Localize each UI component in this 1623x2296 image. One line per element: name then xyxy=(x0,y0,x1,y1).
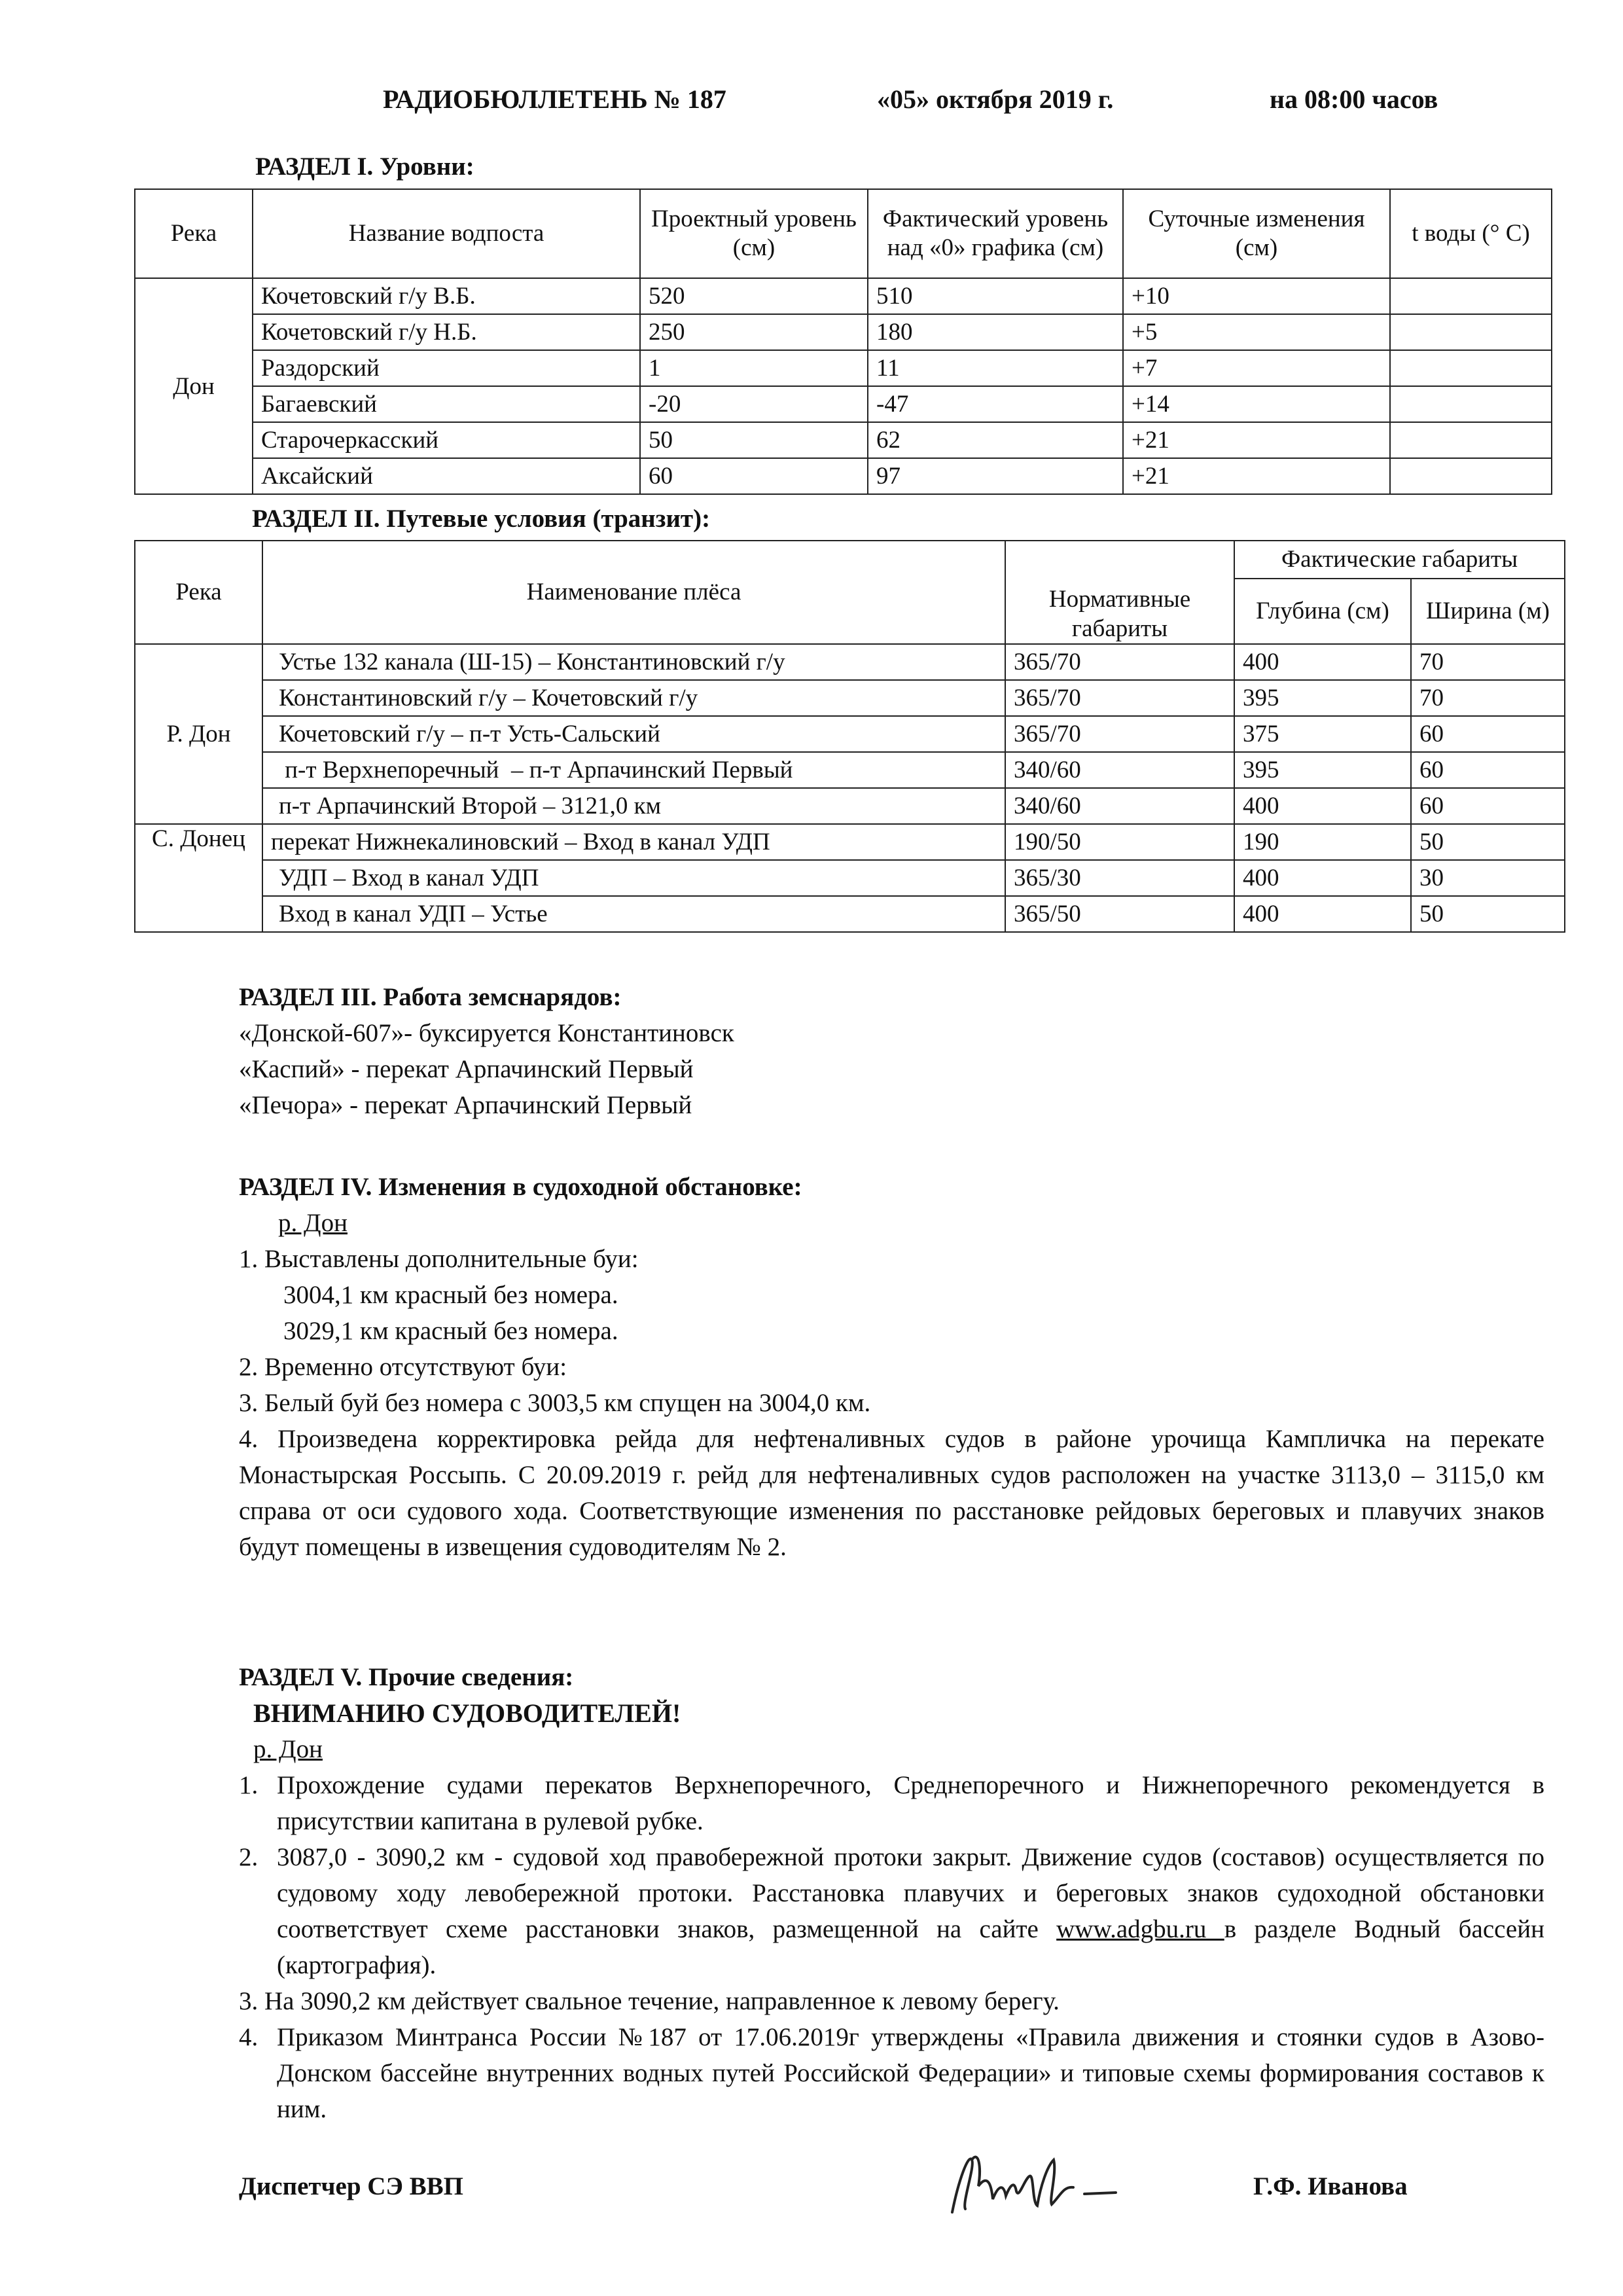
levels-table-header xyxy=(135,189,1552,278)
water-temp xyxy=(1390,422,1552,458)
table-row xyxy=(135,860,1565,896)
daily-change: +10 xyxy=(1123,278,1390,314)
item-text: Прохождение судами перекатов Верхнепоречного, Среднепоречного и Нижнепоречного рекомендуется в присутствии капитана в рулевой рубке. xyxy=(277,1771,1544,1835)
normative: 365/50 xyxy=(1005,896,1234,932)
actual-level: -47 xyxy=(868,386,1123,422)
reach-name: п-т Арпачинский Второй – 3121,0 км xyxy=(262,788,1005,824)
reach-name: перекат Нижнекалиновский – Вход в канал УДП xyxy=(262,824,1005,860)
col-post-name: Название водпоста xyxy=(253,189,640,278)
project-level: 60 xyxy=(640,458,868,494)
normative: 340/60 xyxy=(1005,752,1234,788)
dispatcher-name: Г.Ф. Иванова xyxy=(1253,2172,1408,2200)
reach-name: Кочетовский г/у – п-т Усть-Сальский xyxy=(262,716,1005,752)
section-4 xyxy=(239,1169,1544,1565)
section-5-item-4 xyxy=(239,2019,1544,2127)
section-5-river: р. Дон xyxy=(253,1735,323,1763)
normative: 365/70 xyxy=(1005,644,1234,680)
section-4-item-1: 1. Выставлены дополнительные буи: xyxy=(239,1245,639,1273)
normative: 365/70 xyxy=(1005,716,1234,752)
section-5 xyxy=(239,1659,1544,2127)
post-name: Кочетовский г/у Н.Б. xyxy=(253,314,640,350)
width: 60 xyxy=(1411,752,1565,788)
section-5-item-2 xyxy=(239,1839,1544,1983)
width: 50 xyxy=(1411,896,1565,932)
table-row xyxy=(135,314,1552,350)
section-5-item-3: 3. На 3090,2 км действует свальное течение, направленное к левому берегу. xyxy=(239,1987,1060,2015)
item-text xyxy=(277,1839,1544,1983)
col-normative: Нормативные габариты xyxy=(1005,541,1234,644)
bulletin-time: на 08:00 часов xyxy=(1270,84,1438,114)
actual-level: 97 xyxy=(868,458,1123,494)
section-2-heading: РАЗДЕЛ II. Путевые условия (транзит): xyxy=(252,505,711,533)
section-4-item-3: 3. Белый буй без номера с 3003,5 км спущен на 3004,0 км. xyxy=(239,1389,871,1417)
table-row xyxy=(135,680,1565,716)
col-width: Ширина (м) xyxy=(1411,579,1565,644)
project-level: 50 xyxy=(640,422,868,458)
water-temp xyxy=(1390,350,1552,386)
table-row xyxy=(135,386,1552,422)
river-cell: Дон xyxy=(135,278,253,494)
width: 60 xyxy=(1411,716,1565,752)
width: 50 xyxy=(1411,824,1565,860)
water-temp xyxy=(1390,458,1552,494)
depth: 395 xyxy=(1234,680,1411,716)
actual-level: 11 xyxy=(868,350,1123,386)
col-reach-name: Наименование плёса xyxy=(262,541,1005,644)
width: 60 xyxy=(1411,788,1565,824)
col-depth: Глубина (см) xyxy=(1234,579,1411,644)
reach-name: п-т Верхнепоречный – п-т Арпачинский Первый xyxy=(262,752,1005,788)
table-row xyxy=(135,824,1565,860)
transit-table-header-top xyxy=(135,541,1565,579)
levels-table xyxy=(134,188,1552,495)
section-4-item-4: 4. Произведена корректировка рейда для нефтеналивных судов в районе урочища Кампличка на перекате Монастырская Россыпь. С 20.09.2019 г. рейд для нефтеналивных судов расположен на участке 3113,0 – 3115,0 км справа от оси судового хода. Соответствующие изменения по расстановке рейдовых береговых и плавучих знаков будут помещены в извещения судоводителям № 2. xyxy=(239,1425,1544,1561)
project-level: 520 xyxy=(640,278,868,314)
col-actual-group: Фактические габариты xyxy=(1234,541,1565,579)
table-row xyxy=(135,788,1565,824)
daily-change: +21 xyxy=(1123,458,1390,494)
width: 30 xyxy=(1411,860,1565,896)
item-number: 1. xyxy=(239,1771,259,1799)
project-level: -20 xyxy=(640,386,868,422)
actual-level: 62 xyxy=(868,422,1123,458)
depth: 395 xyxy=(1234,752,1411,788)
bulletin-title: РАДИОБЮЛЛЕТЕНЬ № 187 xyxy=(383,84,726,114)
dredger-line: «Каспий» - перекат Арпачинский Первый xyxy=(239,1055,694,1083)
reach-name: Константиновский г/у – Кочетовский г/у xyxy=(262,680,1005,716)
item-text: Приказом Минтранса России №187 от 17.06.2019г утверждены «Правила движения и стоянки судов в Азово-Донском бассейне внутренних водных путей Российской Федерации» и типовые схемы формирования составов к ним. xyxy=(277,2023,1544,2123)
post-name: Раздорский xyxy=(253,350,640,386)
section-5-heading: РАЗДЕЛ V. Прочие сведения: xyxy=(239,1663,574,1691)
table-row xyxy=(135,458,1552,494)
bulletin-date: «05» октября 2019 г. xyxy=(877,84,1114,114)
website-link[interactable]: www.adgbu.ru xyxy=(1056,1915,1224,1943)
reach-name: Устье 132 канала (Ш-15) – Константиновский г/у xyxy=(262,644,1005,680)
depth: 400 xyxy=(1234,860,1411,896)
section-4-heading: РАЗДЕЛ IV. Изменения в судоходной обстановке: xyxy=(239,1173,802,1201)
buoy-line: 3004,1 км красный без номера. xyxy=(283,1281,618,1309)
table-row xyxy=(135,350,1552,386)
section-1-heading: РАЗДЕЛ I. Уровни: xyxy=(255,152,474,181)
normative: 365/70 xyxy=(1005,680,1234,716)
signature xyxy=(933,2140,1142,2225)
dredger-line: «Донской-607»- буксируется Константиновск xyxy=(239,1019,734,1047)
water-temp xyxy=(1390,314,1552,350)
table-row xyxy=(135,278,1552,314)
width: 70 xyxy=(1411,644,1565,680)
col-project-level: Проектный уровень (см) xyxy=(640,189,868,278)
col-actual-level: Фактический уровень над «0» графика (см) xyxy=(868,189,1123,278)
daily-change: +21 xyxy=(1123,422,1390,458)
transit-table xyxy=(134,540,1565,933)
section-5-subheading: ВНИМАНИЮ СУДОВОДИТЕЛЕЙ! xyxy=(253,1698,681,1728)
col-river: Река xyxy=(135,541,262,644)
table-row xyxy=(135,896,1565,932)
depth: 400 xyxy=(1234,788,1411,824)
daily-change: +14 xyxy=(1123,386,1390,422)
buoy-line: 3029,1 км красный без номера. xyxy=(283,1317,618,1345)
section-4-item-2: 2. Временно отсутствуют буи: xyxy=(239,1353,567,1381)
table-row xyxy=(135,716,1565,752)
col-river: Река xyxy=(135,189,253,278)
item-text-part: 3087,0 - 3090,2 км - судовой ход правобережной протоки закрыт. Движение судов (составов) осуществляется по судовому ходу левобережной протоки. Расстановка плавучих и береговых знаков судоходной обстановки соответствует схеме расстановки знаков, размещенной на сайте xyxy=(277,1843,1544,1943)
col-daily-change: Суточные изменения (см) xyxy=(1123,189,1390,278)
depth: 400 xyxy=(1234,896,1411,932)
post-name: Кочетовский г/у В.Б. xyxy=(253,278,640,314)
depth: 190 xyxy=(1234,824,1411,860)
section-3-heading: РАЗДЕЛ III. Работа земснарядов: xyxy=(239,983,622,1011)
section-5-item-1 xyxy=(239,1767,1544,1839)
post-name: Аксайский xyxy=(253,458,640,494)
reach-name: УДП – Вход в канал УДП xyxy=(262,860,1005,896)
river-cell: С. Донец xyxy=(135,824,262,932)
table-row xyxy=(135,752,1565,788)
section-4-river: р. Дон xyxy=(278,1209,348,1237)
actual-level: 180 xyxy=(868,314,1123,350)
normative: 190/50 xyxy=(1005,824,1234,860)
water-temp xyxy=(1390,278,1552,314)
depth: 400 xyxy=(1234,644,1411,680)
post-name: Багаевский xyxy=(253,386,640,422)
table-row xyxy=(135,644,1565,680)
daily-change: +7 xyxy=(1123,350,1390,386)
dredger-line: «Печора» - перекат Арпачинский Первый xyxy=(239,1091,692,1119)
width: 70 xyxy=(1411,680,1565,716)
signature-scribble xyxy=(933,2140,1142,2225)
normative: 365/30 xyxy=(1005,860,1234,896)
section-3 xyxy=(239,979,1544,1123)
project-level: 250 xyxy=(640,314,868,350)
col-water-temp: t воды (° C) xyxy=(1390,189,1552,278)
post-name: Старочеркасский xyxy=(253,422,640,458)
reach-name: Вход в канал УДП – Устье xyxy=(262,896,1005,932)
depth: 375 xyxy=(1234,716,1411,752)
normative: 340/60 xyxy=(1005,788,1234,824)
dispatcher-position: Диспетчер СЭ ВВП xyxy=(239,2172,464,2200)
water-temp xyxy=(1390,386,1552,422)
item-number: 2. xyxy=(239,1843,259,1871)
daily-change: +5 xyxy=(1123,314,1390,350)
table-row xyxy=(135,422,1552,458)
item-text-part: в разделе Водный бассейн (картография). xyxy=(277,1915,1544,1979)
actual-level: 510 xyxy=(868,278,1123,314)
project-level: 1 xyxy=(640,350,868,386)
river-cell: Р. Дон xyxy=(135,644,262,824)
item-number: 4. xyxy=(239,2023,259,2051)
